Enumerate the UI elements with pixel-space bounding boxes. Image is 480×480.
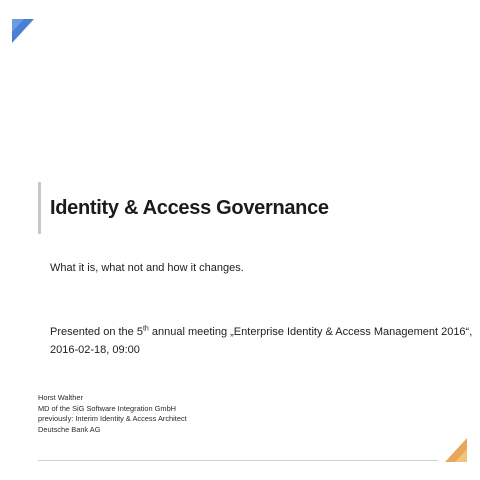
presentation-line-1-end: annual meeting „Enterprise Identity & Access Management 2016“, [148,326,473,338]
slide-subtitle: What it is, what not and how it changes. [50,262,244,274]
presentation-info [50,323,472,359]
ordinal-suffix: th [142,325,149,333]
footer-divider [38,460,438,461]
author-name: Horst Walther [38,393,83,402]
corner-triangle-bottom-right-icon [445,438,467,462]
author-previous: previously: Interim Identity & Access Architect [38,414,187,424]
author-block [38,393,187,435]
presentation-line-1-start: Presented on the 5 [50,326,143,338]
presentation-date: 2016-02-18, 09:00 [50,344,140,356]
slide-title: Identity & Access Governance [50,197,329,219]
author-company: Deutsche Bank AG [38,424,101,434]
corner-triangle-top-left-icon [12,19,34,43]
presentation-line-1 [50,323,472,341]
title-accent-bar [38,182,41,234]
author-role: MD of the SiG Software Integration GmbH [38,403,177,413]
